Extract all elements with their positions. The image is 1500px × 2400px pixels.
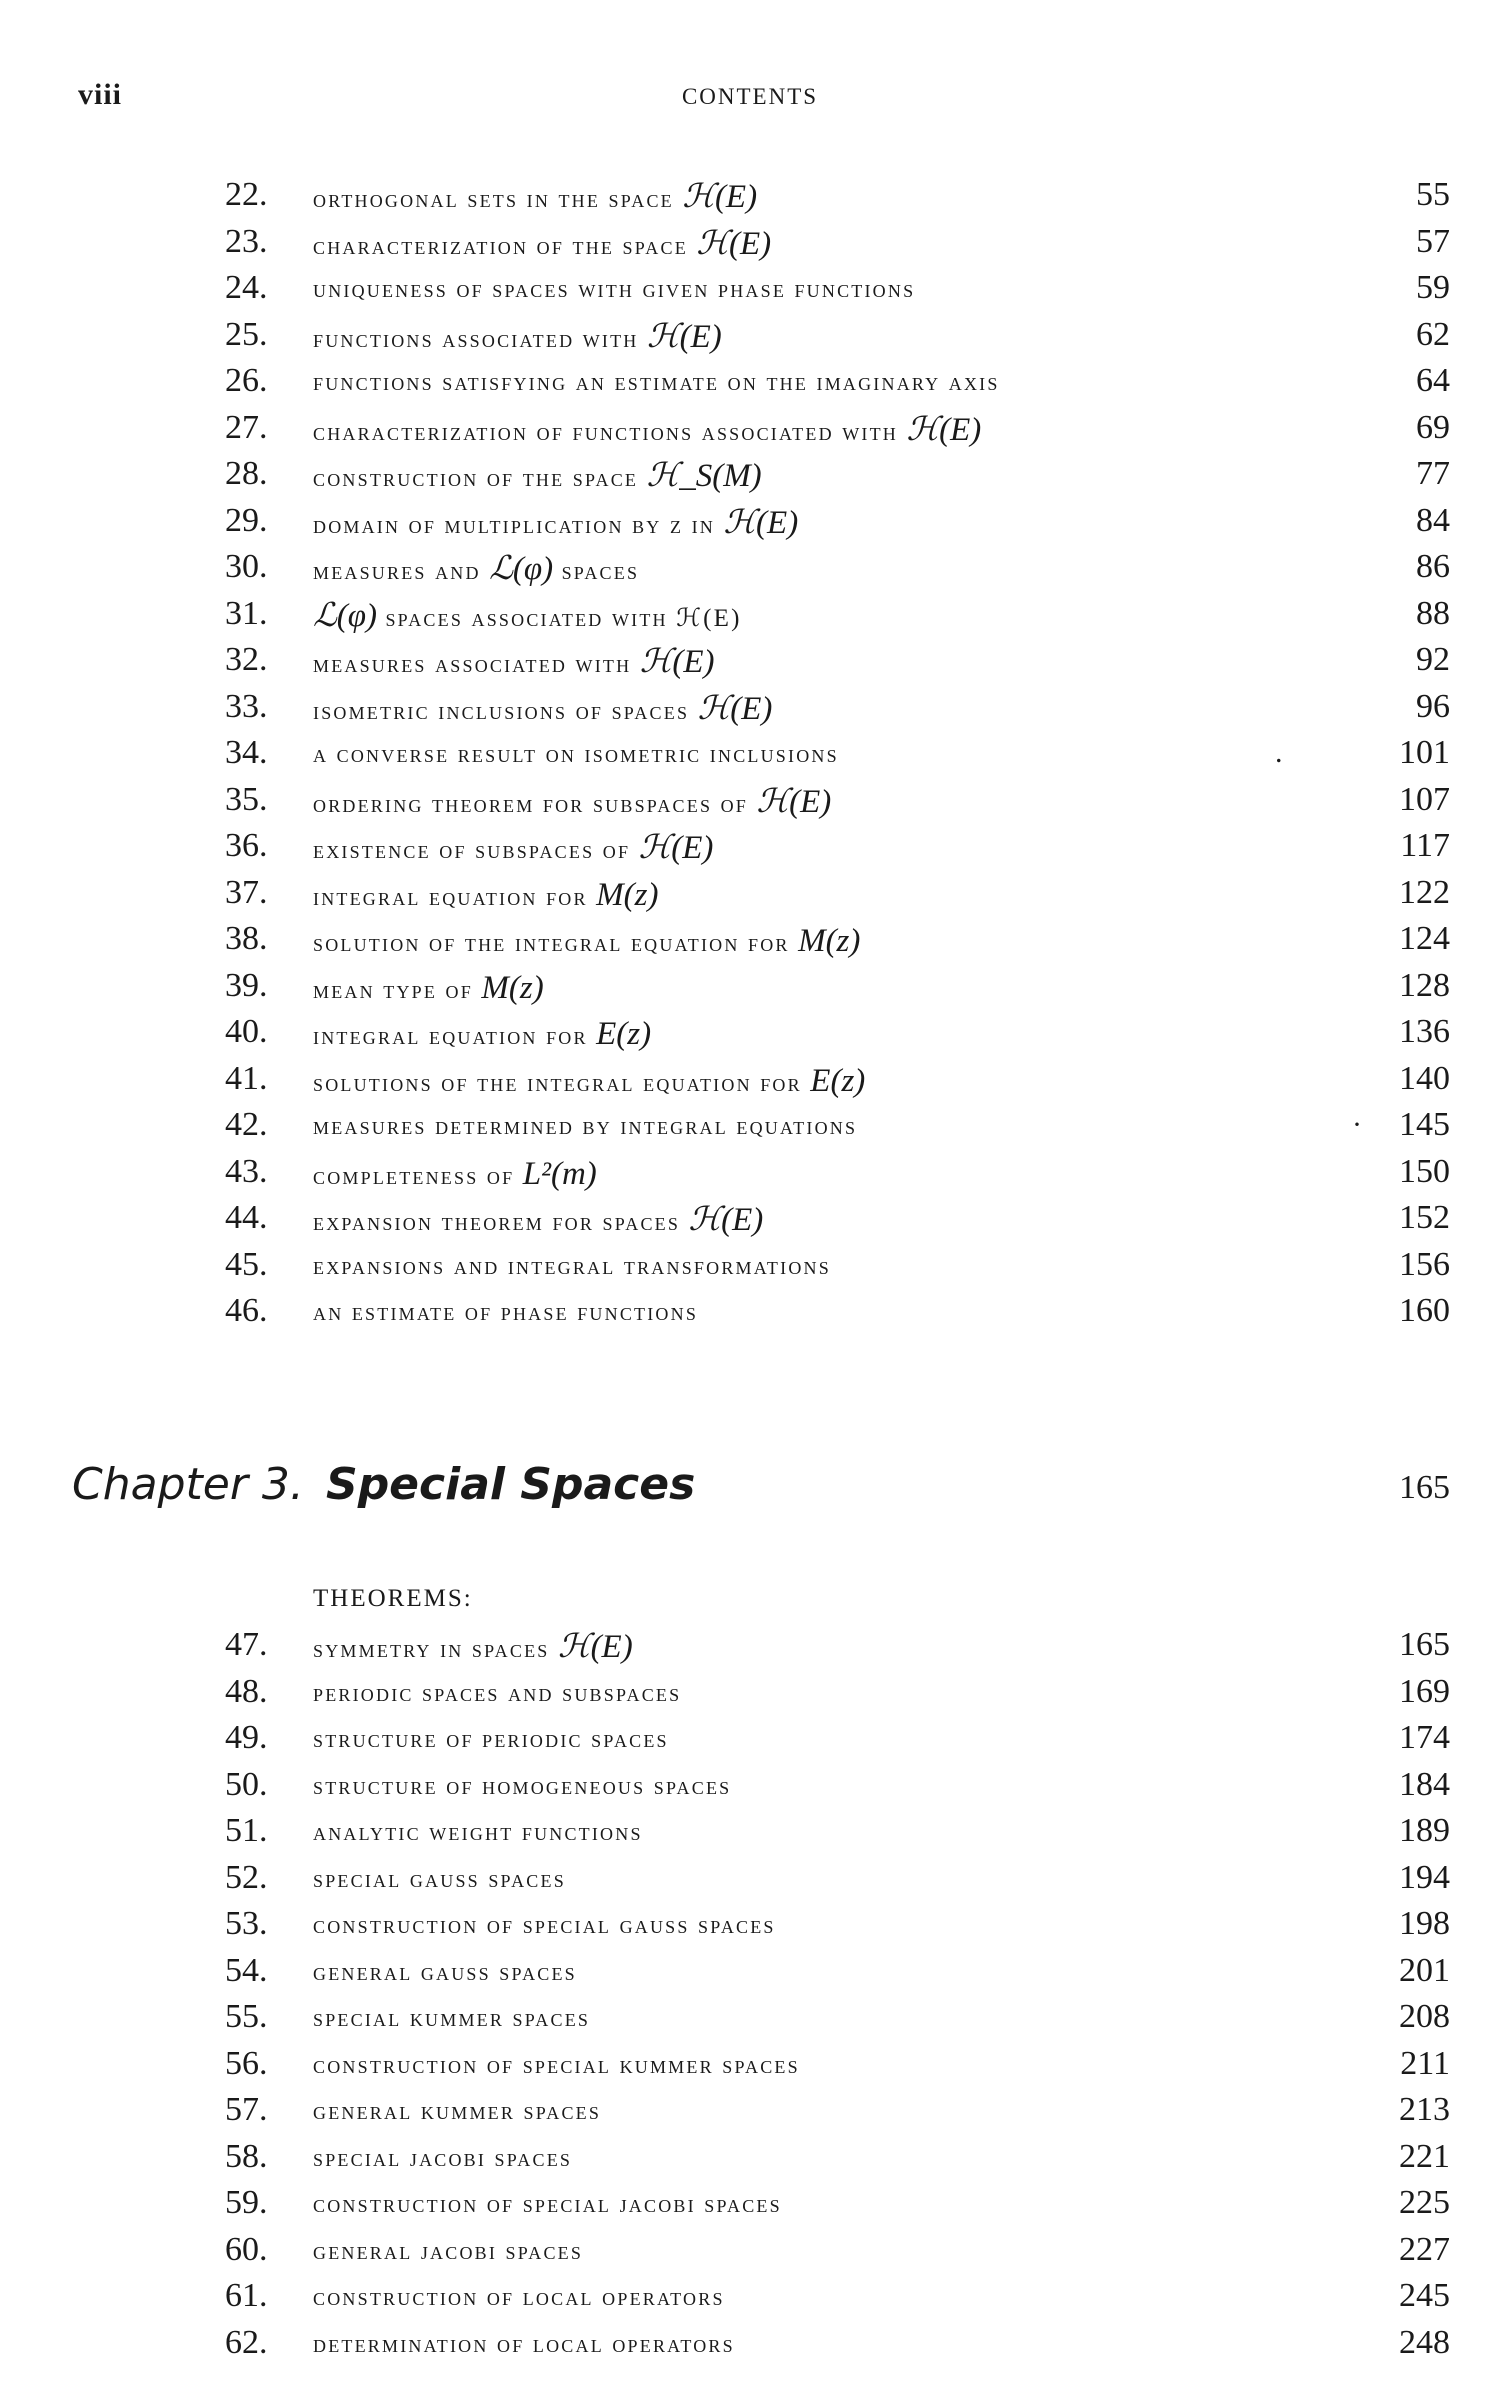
entry-number: 26. (225, 362, 268, 399)
entry-math: ℋ_S(M) (646, 458, 762, 494)
entry-number: 59. (225, 2184, 268, 2221)
entry-page: 69 (1416, 408, 1450, 446)
entry-title (313, 1200, 763, 1243)
entry-number: 62. (225, 2323, 268, 2361)
entry-title-text: an estimate of phase functions (313, 1299, 699, 1326)
entry-title (313, 735, 839, 775)
toc-entry[interactable] (0, 2323, 1500, 2370)
entry-math: M(z) (481, 969, 544, 1006)
entry-number: 57. (225, 2091, 268, 2128)
entry-page: 174 (1399, 1719, 1450, 1756)
entry-page: 227 (1399, 2230, 1450, 2268)
page-folio: viii (78, 78, 123, 111)
entry-page: 211 (1400, 2044, 1450, 2082)
entry-math: M(z) (596, 876, 659, 913)
entry-title-text: functions associated with (313, 325, 639, 353)
entry-math: ℋ(E) (646, 318, 722, 355)
entry-title-text: domain of multiplication by z in (313, 511, 715, 539)
toc-section-chapter-3 (0, 1625, 1500, 2369)
entry-math: ℋ(E) (682, 179, 758, 215)
toc-section-chapter-2 (0, 175, 1500, 1338)
entry-number: 44. (225, 1199, 268, 1236)
entry-page: 107 (1399, 780, 1450, 818)
entry-title-text: solution of the integral equation for (313, 930, 790, 957)
entry-title-text: general gauss spaces (313, 1958, 577, 1986)
entry-title-text: special gauss spaces (313, 1865, 566, 1893)
toc-entry[interactable] (0, 1059, 1500, 1106)
entry-title (313, 2325, 735, 2365)
entry-title (313, 2139, 572, 2179)
entry-page: 96 (1416, 687, 1450, 725)
entry-title (313, 596, 742, 639)
toc-entry[interactable] (0, 1765, 1500, 1812)
entry-page: 57 (1416, 222, 1450, 260)
entry-page: 92 (1416, 641, 1450, 678)
entry-title (313, 1061, 865, 1104)
entry-title (313, 270, 915, 310)
toc-entry[interactable] (0, 2276, 1500, 2323)
entry-page: 84 (1416, 501, 1450, 539)
toc-entry[interactable] (0, 268, 1500, 315)
chapter-title: Special Spaces (326, 1459, 696, 1510)
entry-number: 43. (225, 1152, 268, 1190)
toc-entry[interactable] (0, 1997, 1500, 2044)
entry-title-text: completeness of (313, 1162, 515, 1190)
entry-page: 86 (1416, 548, 1450, 585)
entry-title (313, 1014, 651, 1057)
entry-title (313, 689, 772, 732)
entry-title-text: a converse result on isometric inclusions (313, 741, 839, 768)
entry-page: 128 (1399, 966, 1450, 1004)
entry-title (313, 317, 722, 360)
entry-title (313, 921, 860, 964)
entry-title-text: characterization of the space (313, 232, 688, 260)
entry-title-text: orthogonal sets in the space (313, 186, 674, 213)
toc-entry[interactable] (0, 361, 1500, 408)
entry-title (313, 549, 639, 592)
entry-math: E(z) (596, 1016, 652, 1052)
entry-number: 27. (225, 408, 268, 446)
entry-title-text: structure of homogeneous spaces (313, 1772, 732, 1800)
toc-entry[interactable] (0, 1291, 1500, 1338)
toc-entry[interactable] (0, 1951, 1500, 1998)
entry-title-text: construction of special gauss spaces (313, 1912, 776, 1939)
toc-entry[interactable] (0, 2230, 1500, 2277)
entry-title (313, 2046, 800, 2086)
entry-title-text: structure of periodic spaces (313, 1726, 669, 1753)
toc-entry[interactable] (0, 2137, 1500, 2184)
toc-entry[interactable] (0, 175, 1500, 222)
entry-title-text: measures associated with (313, 651, 632, 678)
entry-title (313, 2185, 782, 2225)
entry-title (313, 224, 771, 267)
entry-page: 88 (1416, 594, 1450, 632)
entry-title (313, 1906, 776, 1946)
entry-page: 62 (1416, 315, 1450, 353)
running-head: CONTENTS (681, 84, 819, 109)
toc-entry[interactable] (0, 315, 1500, 362)
entry-page: 150 (1399, 1152, 1450, 1190)
entry-title (313, 2092, 601, 2132)
entry-title (313, 410, 981, 453)
entry-math: ℋ(E) (756, 783, 832, 820)
entry-number: 45. (225, 1245, 268, 1283)
entry-title (313, 503, 798, 546)
toc-entry[interactable] (0, 733, 1500, 780)
entry-title (313, 363, 1000, 403)
entry-title (313, 2232, 583, 2272)
entry-title (313, 1860, 566, 1900)
entry-title (313, 1720, 669, 1760)
entry-title-text: characterization of functions associated with (313, 418, 899, 446)
entry-page: 77 (1416, 455, 1450, 492)
entry-title-text: construction of special jacobi spaces (313, 2191, 782, 2218)
entry-number: 51. (225, 1812, 268, 1849)
entry-page: 136 (1399, 1013, 1450, 1050)
entry-math: ℋ(E) (696, 225, 772, 262)
entry-title-text: analytic weight functions (313, 1819, 643, 1846)
toc-entry[interactable] (0, 1152, 1500, 1199)
toc-list (0, 175, 1500, 1338)
toc-entry[interactable] (0, 919, 1500, 966)
toc-entry[interactable] (0, 1245, 1500, 1292)
page-header (0, 78, 1500, 118)
entry-math: ℋ(E) (557, 1629, 633, 1665)
entry-math: ℒ(φ) (313, 597, 378, 634)
entry-page: 122 (1399, 873, 1450, 911)
toc-entry[interactable] (0, 1858, 1500, 1905)
entry-math: ℋ(E) (688, 1202, 764, 1238)
toc-entry[interactable] (0, 1625, 1500, 1672)
entry-number: 36. (225, 827, 268, 864)
entry-title-text: general jacobi spaces (313, 2237, 584, 2265)
entry-title (313, 968, 544, 1011)
entry-page: 201 (1399, 1951, 1450, 1989)
entry-math: E(z) (810, 1062, 866, 1099)
entry-title-text: construction of local operators (313, 2284, 725, 2311)
entry-page: 169 (1399, 1672, 1450, 1710)
entry-title-text: measures determined by integral equations (313, 1113, 858, 1140)
toc-entry[interactable] (0, 1105, 1500, 1152)
toc-entry[interactable] (0, 2090, 1500, 2137)
entry-title (313, 642, 715, 685)
entry-title (313, 1953, 577, 1993)
entry-number: 47. (225, 1626, 268, 1663)
entry-number: 54. (225, 1951, 268, 1989)
entry-number: 58. (225, 2137, 268, 2175)
entry-math: ℋ(E) (638, 830, 714, 866)
entry-page: 55 (1416, 176, 1450, 213)
entry-title-text: construction of special kummer spaces (313, 2051, 800, 2079)
entry-page: 117 (1400, 827, 1450, 864)
toc-entry[interactable] (0, 1904, 1500, 1951)
entry-page: 64 (1416, 362, 1450, 399)
entry-title (313, 828, 713, 871)
entry-title-text: determination of local operators (313, 2330, 735, 2358)
entry-number: 30. (225, 548, 268, 585)
entry-title (313, 875, 658, 918)
entry-math: ℋ(E) (697, 690, 773, 727)
entry-title (313, 177, 757, 220)
entry-title (313, 1999, 590, 2039)
toc-entry[interactable] (0, 408, 1500, 455)
toc-entry[interactable] (0, 1718, 1500, 1765)
entry-title-text: mean type of (313, 976, 473, 1004)
entry-title-text: isometric inclusions of spaces (313, 697, 690, 725)
entry-number: 46. (225, 1292, 268, 1329)
entry-page: 221 (1399, 2137, 1450, 2175)
entry-number: 22. (225, 176, 268, 213)
entry-title-text: expansion theorem for spaces (313, 1209, 681, 1236)
entry-title (313, 1767, 731, 1807)
entry-title (313, 1247, 831, 1287)
toc-entry[interactable] (0, 454, 1500, 501)
entry-page: 165 (1399, 1626, 1450, 1663)
entry-title-text: special jacobi spaces (313, 2144, 573, 2172)
toc-list (0, 1625, 1500, 2369)
entry-title-text: functions satisfying an estimate on the imaginary axis (313, 369, 1000, 396)
entry-number: 39. (225, 966, 268, 1004)
entry-title (313, 1813, 643, 1853)
stray-mark: . (1275, 736, 1283, 769)
entry-number: 38. (225, 920, 268, 957)
entry-number: 52. (225, 1858, 268, 1896)
entry-title-suffix: spaces (561, 558, 640, 585)
entry-title (313, 456, 762, 499)
entry-title (313, 1293, 698, 1333)
entry-number: 55. (225, 1998, 268, 2035)
toc-entry[interactable] (0, 780, 1500, 827)
entry-number: 40. (225, 1013, 268, 1050)
entry-title (313, 1107, 857, 1147)
entry-page: 101 (1399, 734, 1450, 771)
entry-page: 208 (1399, 1998, 1450, 2035)
entry-title-text: symmetry in spaces (313, 1636, 550, 1663)
entry-number: 28. (225, 455, 268, 492)
stray-mark: · (1352, 1108, 1362, 1141)
entry-number: 31. (225, 594, 268, 632)
toc-entry[interactable] (0, 547, 1500, 594)
entry-page: 213 (1399, 2091, 1450, 2128)
chapter-page: 165 (1399, 1469, 1450, 1506)
entry-number: 42. (225, 1106, 268, 1143)
chapter-label: Chapter 3. (72, 1459, 304, 1510)
entry-number: 34. (225, 734, 268, 771)
entry-page: 145 (1399, 1106, 1450, 1143)
entry-title (313, 2278, 725, 2318)
entry-page: 245 (1399, 2277, 1450, 2314)
toc-entry[interactable] (0, 2183, 1500, 2230)
entry-title-text: special kummer spaces (313, 2005, 591, 2032)
entry-math: ℋ(E) (639, 644, 715, 680)
toc-entry[interactable] (0, 501, 1500, 548)
entry-number: 53. (225, 1905, 268, 1942)
entry-title (313, 1627, 633, 1670)
toc-entry[interactable] (0, 222, 1500, 269)
entry-math: M(z) (798, 923, 861, 959)
entry-number: 32. (225, 641, 268, 678)
entry-title-text: existence of subspaces of (313, 837, 631, 864)
entry-title-text: construction of the space (313, 465, 639, 492)
entry-page: 194 (1399, 1858, 1450, 1896)
entry-title (313, 782, 831, 825)
entry-math: ℋ(E) (906, 411, 982, 448)
entry-number: 29. (225, 501, 268, 539)
entry-number: 24. (225, 269, 268, 306)
entry-number: 61. (225, 2277, 268, 2314)
toc-entry[interactable] (0, 640, 1500, 687)
entry-math: ℒ(φ) (489, 551, 554, 587)
toc-entry[interactable] (0, 826, 1500, 873)
entry-page: 156 (1399, 1245, 1450, 1283)
entry-page: 59 (1416, 269, 1450, 306)
entry-math: ℋ(E) (723, 504, 799, 541)
toc-entry[interactable] (0, 594, 1500, 641)
entry-title-text: solutions of the integral equation for (313, 1069, 802, 1097)
entry-title-text: periodic spaces and subspaces (313, 1679, 682, 1707)
toc-entry[interactable] (0, 2044, 1500, 2091)
toc-entry[interactable] (0, 966, 1500, 1013)
entry-page: 184 (1399, 1765, 1450, 1803)
entry-page: 198 (1399, 1905, 1450, 1942)
entry-number: 50. (225, 1765, 268, 1803)
toc-entry[interactable] (0, 1012, 1500, 1059)
entry-number: 48. (225, 1672, 268, 1710)
entry-math: L²(m) (522, 1155, 597, 1192)
entry-title-text: general kummer spaces (313, 2098, 602, 2125)
entry-number: 23. (225, 222, 268, 260)
toc-entry[interactable] (0, 1811, 1500, 1858)
chapter-heading (0, 1455, 1500, 1515)
theorems-subhead: THEOREMS: (313, 1585, 473, 1612)
entry-number: 49. (225, 1719, 268, 1756)
entry-title-text: ordering theorem for subspaces of (313, 790, 749, 818)
toc-entry[interactable] (0, 687, 1500, 734)
entry-title-text: expansions and integral transformations (313, 1252, 831, 1280)
entry-title-text: uniqueness of spaces with given phase functions (313, 276, 916, 303)
entry-number: 25. (225, 315, 268, 353)
toc-entry[interactable] (0, 1198, 1500, 1245)
entry-page: 152 (1399, 1199, 1450, 1236)
entry-title-text: integral equation for (313, 1023, 588, 1050)
toc-entry[interactable] (0, 1672, 1500, 1719)
entry-page: 248 (1399, 2323, 1450, 2361)
entry-page: 189 (1399, 1812, 1450, 1849)
entry-title (313, 1154, 597, 1197)
entry-title-text: measures and (313, 558, 481, 585)
entry-title-text: integral equation for (313, 883, 588, 911)
toc-entry[interactable] (0, 873, 1500, 920)
entry-number: 33. (225, 687, 268, 725)
entry-number: 60. (225, 2230, 268, 2268)
entry-number: 37. (225, 873, 268, 911)
entry-title (313, 1674, 681, 1714)
entry-number: 35. (225, 780, 268, 818)
entry-page: 225 (1399, 2184, 1450, 2221)
entry-number: 56. (225, 2044, 268, 2082)
entry-page: 160 (1399, 1292, 1450, 1329)
entry-title-suffix: spaces associated with ℋ(E) (385, 604, 742, 632)
entry-page: 140 (1399, 1059, 1450, 1097)
entry-number: 41. (225, 1059, 268, 1097)
entry-page: 124 (1399, 920, 1450, 957)
